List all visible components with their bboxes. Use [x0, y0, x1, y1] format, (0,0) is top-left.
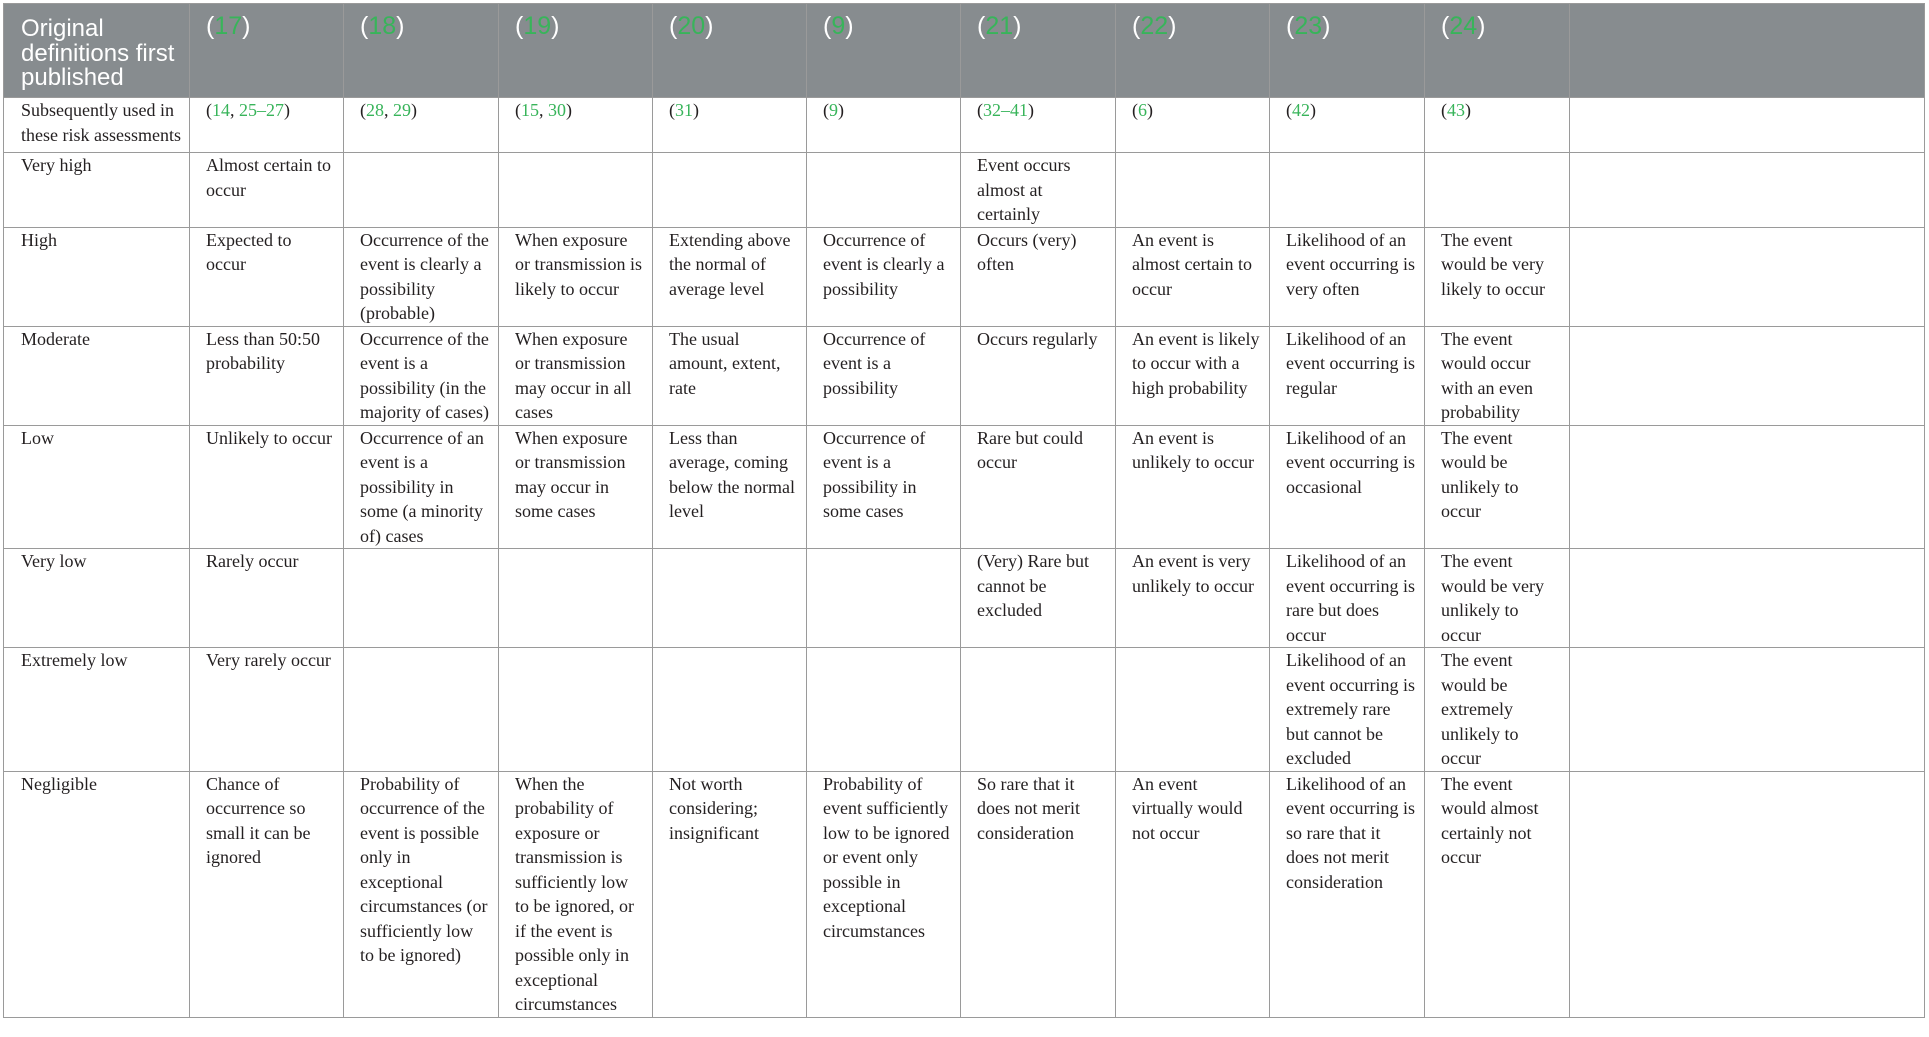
definition-cell: [807, 549, 961, 648]
definition-cell: [653, 153, 807, 228]
definition-cell: [499, 648, 653, 772]
empty-cell: [1570, 648, 1925, 772]
definition-cell: [1116, 227, 1270, 326]
reference-link[interactable]: 42: [1292, 100, 1310, 120]
definition-cell: [653, 227, 807, 326]
subsequent-reference-cell: [807, 98, 961, 153]
definition-cell: [653, 326, 807, 425]
open-paren: (: [206, 12, 215, 40]
definition-cell: [1270, 326, 1425, 425]
definition-text: Occurrence of event is a possibility: [823, 328, 926, 398]
open-paren: (: [1441, 12, 1450, 40]
definition-cell: [807, 227, 961, 326]
definition-cell: [961, 549, 1116, 648]
subsequent-reference-cell: [190, 98, 344, 153]
open-paren: (: [823, 12, 832, 40]
subsequent-reference-cell: [1116, 98, 1270, 153]
reference-link[interactable]: 28: [366, 100, 384, 120]
definition-cell: [344, 771, 499, 1017]
open-paren: (: [515, 12, 524, 40]
definition-cell: [1116, 771, 1270, 1017]
definition-text: Likelihood of an event occurring is very often: [1286, 229, 1415, 299]
empty-cell: [1570, 227, 1925, 326]
definition-cell: [1270, 227, 1425, 326]
row-label-cell: [4, 98, 190, 153]
definition-cell: [1425, 648, 1570, 772]
reference-punctuation: ,: [230, 100, 239, 120]
definition-cell: [961, 648, 1116, 772]
reference-link[interactable]: 43: [1447, 100, 1465, 120]
close-paren: ): [551, 12, 560, 40]
open-paren: (: [1132, 12, 1141, 40]
reference-punctuation: (: [360, 100, 366, 120]
definition-text: (Very) Rare but cannot be excluded: [977, 551, 1089, 620]
reference-punctuation: ): [411, 100, 417, 120]
definition-cell: [1270, 425, 1425, 549]
likelihood-level-label: High: [21, 229, 57, 250]
likelihood-level-label: Negligible: [21, 773, 97, 794]
header-row: [4, 4, 1925, 98]
reference-punctuation: ): [1465, 100, 1471, 120]
definition-text: Rare but could occur: [977, 427, 1083, 472]
definition-text: So rare that it does not merit consideration: [977, 773, 1080, 843]
definition-text: The event would be very unlikely to occur: [1441, 551, 1544, 645]
definition-text: Likelihood of an event occurring is so rare that it does not merit consideration: [1286, 773, 1415, 892]
definition-cell: [807, 771, 961, 1017]
definition-cell: [1425, 771, 1570, 1017]
definition-cell: [344, 549, 499, 648]
definition-cell: [190, 153, 344, 228]
likelihood-level-label: Very low: [21, 551, 87, 571]
definition-cell: [344, 153, 499, 228]
reference-punctuation: (: [1132, 100, 1138, 120]
row-label-cell: [4, 153, 190, 228]
empty-cell: [1570, 549, 1925, 648]
definition-cell: [190, 771, 344, 1017]
likelihood-row: [4, 549, 1925, 648]
definition-cell: [807, 425, 961, 549]
reference-punctuation: (: [1441, 100, 1447, 120]
reference-punctuation: ,: [384, 100, 393, 120]
header-reference-cell: [190, 4, 344, 98]
likelihood-level-label: Extremely low: [21, 650, 128, 670]
definition-text: The event would be very likely to occur: [1441, 229, 1545, 299]
likelihood-row: [4, 648, 1925, 772]
definition-cell: [499, 227, 653, 326]
definition-cell: [807, 153, 961, 228]
definition-cell: [961, 227, 1116, 326]
close-paren: ): [1168, 12, 1177, 40]
likelihood-row: [4, 153, 1925, 228]
definition-cell: [653, 648, 807, 772]
row-label-cell: [4, 326, 190, 425]
definition-cell: [1270, 648, 1425, 772]
reference-link[interactable]: 25–27: [239, 100, 284, 120]
definition-cell: [499, 153, 653, 228]
row-label: Subsequently used in these risk assessments: [21, 100, 181, 145]
reference-link[interactable]: 24: [1449, 12, 1478, 40]
row-label-cell: [4, 648, 190, 772]
reference-link[interactable]: 6: [1138, 100, 1147, 120]
definition-text: The usual amount, extent, rate: [669, 328, 781, 398]
subsequent-reference-cell: [1425, 98, 1570, 153]
definition-text: Not worth considering; insignificant: [669, 773, 759, 843]
reference-punctuation: (: [1286, 100, 1292, 120]
close-paren: ): [1322, 12, 1331, 40]
header-empty-cell: [1570, 4, 1925, 98]
definition-cell: [344, 326, 499, 425]
reference-link[interactable]: 17: [214, 12, 243, 40]
definition-text: Event occurs almost at certainly: [977, 155, 1071, 224]
reference-link[interactable]: 30: [548, 100, 566, 120]
definition-text: The event would almost certainly not occur: [1441, 773, 1539, 867]
likelihood-level-label: Low: [21, 427, 54, 448]
definition-text: Likelihood of an event occurring is extremely rare but cannot be excluded: [1286, 650, 1415, 768]
definition-text: Extending above the normal of average level: [669, 229, 791, 299]
header-reference-cell: [1425, 4, 1570, 98]
subsequent-use-row: [4, 98, 1925, 153]
row-label-cell: [4, 227, 190, 326]
close-paren: ): [845, 12, 854, 40]
definition-text: The event would be extremely unlikely to occur: [1441, 650, 1519, 768]
header-reference-cell: [1116, 4, 1270, 98]
reference-link[interactable]: 29: [393, 100, 411, 120]
close-paren: ): [1013, 12, 1022, 40]
definition-cell: [190, 648, 344, 772]
definition-text: When the probability of exposure or transmission is sufficiently low to be ignored, or if the event is possible only in exceptional circumstances: [515, 773, 634, 1014]
open-paren: (: [1286, 12, 1295, 40]
reference-punctuation: (: [977, 100, 983, 120]
reference-punctuation: ): [838, 100, 844, 120]
reference-link[interactable]: 14: [212, 100, 230, 120]
definition-cell: [1116, 425, 1270, 549]
open-paren: (: [669, 12, 678, 40]
definition-cell: [344, 227, 499, 326]
definition-text: Occurrence of the event is a possibility (in the majority of cases): [360, 328, 489, 422]
definition-text: An event is unlikely to occur: [1132, 427, 1254, 472]
definition-cell: [1270, 771, 1425, 1017]
definition-cell: [961, 326, 1116, 425]
definition-text: Likelihood of an event occurring is occasional: [1286, 427, 1415, 497]
corner-header-label: Original definitions first published: [21, 15, 175, 91]
reference-link[interactable]: 19: [523, 12, 552, 40]
likelihood-level-label: Moderate: [21, 328, 90, 349]
empty-cell: [1570, 98, 1925, 153]
empty-cell: [1570, 771, 1925, 1017]
header-reference-cell: [961, 4, 1116, 98]
reference-punctuation: (: [669, 100, 675, 120]
definition-text: Occurrence of event is clearly a possibility: [823, 229, 945, 299]
empty-cell: [1570, 153, 1925, 228]
reference-link[interactable]: 21: [985, 12, 1014, 40]
empty-cell: [1570, 326, 1925, 425]
corner-header: [4, 4, 190, 98]
definition-text: An event is likely to occur with a high probability: [1132, 328, 1260, 398]
definition-cell: [961, 771, 1116, 1017]
definition-cell: [190, 326, 344, 425]
row-label-cell: [4, 771, 190, 1017]
definition-cell: [499, 326, 653, 425]
reference-punctuation: (: [823, 100, 829, 120]
definition-cell: [653, 771, 807, 1017]
definition-cell: [807, 326, 961, 425]
definition-text: An event virtually would not occur: [1132, 773, 1243, 843]
reference-link[interactable]: 32–41: [983, 100, 1028, 120]
definition-text: Less than average, coming below the normal level: [669, 427, 795, 521]
definition-cell: [1116, 549, 1270, 648]
definition-cell: [1425, 227, 1570, 326]
close-paren: ): [705, 12, 714, 40]
reference-punctuation: ): [1310, 100, 1316, 120]
reference-punctuation: ): [566, 100, 572, 120]
definition-cell: [807, 648, 961, 772]
header-reference-cell: [807, 4, 961, 98]
reference-link[interactable]: 9: [829, 100, 838, 120]
definition-cell: [1425, 425, 1570, 549]
row-label-cell: [4, 425, 190, 549]
subsequent-reference-cell: [499, 98, 653, 153]
definition-text: When exposure or transmission may occur in all cases: [515, 328, 632, 422]
likelihood-row: [4, 227, 1925, 326]
definition-text: Occurs (very) often: [977, 229, 1077, 274]
definition-text: Occurrence of event is a possibility in some cases: [823, 427, 926, 521]
reference-punctuation: ): [1147, 100, 1153, 120]
subsequent-reference-cell: [653, 98, 807, 153]
header-reference-cell: [1270, 4, 1425, 98]
definition-cell: [961, 425, 1116, 549]
reference-link[interactable]: 15: [521, 100, 539, 120]
definition-text: Almost certain to occur: [206, 155, 331, 200]
definition-text: Very rarely occur: [206, 650, 331, 670]
definition-cell: [1116, 153, 1270, 228]
definition-text: Probability of occurrence of the event is possible only in exceptional circumstances (or sufficiently low to be ignored): [360, 773, 488, 965]
definition-cell: [961, 153, 1116, 228]
definition-text: Occurrence of an event is a possibility in some (a minority of) cases: [360, 427, 484, 546]
empty-cell: [1570, 425, 1925, 549]
header-reference-cell: [344, 4, 499, 98]
definition-text: When exposure or transmission is likely to occur: [515, 229, 643, 299]
reference-punctuation: ): [693, 100, 699, 120]
definition-text: Likelihood of an event occurring is regular: [1286, 328, 1415, 398]
definition-text: Chance of occurrence so small it can be ignored: [206, 773, 311, 867]
reference-link[interactable]: 22: [1140, 12, 1169, 40]
definition-cell: [344, 648, 499, 772]
open-paren: (: [360, 12, 369, 40]
definition-text: The event would be unlikely to occur: [1441, 427, 1519, 521]
risk-definitions-table: [3, 3, 1925, 1018]
reference-link[interactable]: 18: [368, 12, 397, 40]
definition-text: Unlikely to occur: [206, 427, 332, 448]
definition-cell: [653, 549, 807, 648]
reference-punctuation: (: [206, 100, 212, 120]
definition-cell: [190, 227, 344, 326]
definition-cell: [1270, 549, 1425, 648]
definition-cell: [499, 425, 653, 549]
definition-cell: [344, 425, 499, 549]
likelihood-row: [4, 425, 1925, 549]
reference-punctuation: ,: [539, 100, 548, 120]
definition-cell: [1116, 648, 1270, 772]
reference-link[interactable]: 20: [677, 12, 706, 40]
definition-cell: [190, 549, 344, 648]
reference-link[interactable]: 9: [831, 12, 846, 40]
definition-cell: [1425, 153, 1570, 228]
close-paren: ): [242, 12, 251, 40]
row-label-cell: [4, 549, 190, 648]
header-reference-cell: [653, 4, 807, 98]
definition-cell: [499, 549, 653, 648]
definition-cell: [1425, 549, 1570, 648]
definition-text: The event would occur with an even probability: [1441, 328, 1533, 422]
definition-text: Less than 50:50 probability: [206, 328, 320, 373]
close-paren: ): [1477, 12, 1486, 40]
subsequent-reference-cell: [961, 98, 1116, 153]
subsequent-reference-cell: [344, 98, 499, 153]
likelihood-row: [4, 771, 1925, 1017]
definition-text: An event is very unlikely to occur: [1132, 551, 1254, 596]
definition-cell: [1116, 326, 1270, 425]
definition-text: Occurs regularly: [977, 328, 1098, 349]
definition-text: Occurrence of the event is clearly a possibility (probable): [360, 229, 489, 323]
reference-punctuation: ): [1028, 100, 1034, 120]
subsequent-reference-cell: [1270, 98, 1425, 153]
definition-text: Likelihood of an event occurring is rare but does occur: [1286, 551, 1415, 645]
definition-text: When exposure or transmission may occur in some cases: [515, 427, 628, 521]
definition-cell: [1425, 326, 1570, 425]
header-reference-cell: [499, 4, 653, 98]
close-paren: ): [396, 12, 405, 40]
open-paren: (: [977, 12, 986, 40]
definition-cell: [1270, 153, 1425, 228]
reference-link[interactable]: 23: [1294, 12, 1323, 40]
likelihood-level-label: Very high: [21, 155, 92, 175]
definition-text: Probability of event sufficiently low to be ignored or event only possible in exceptional circumstances: [823, 773, 950, 941]
likelihood-row: [4, 326, 1925, 425]
definition-cell: [190, 425, 344, 549]
definition-text: Expected to occur: [206, 229, 292, 274]
reference-link[interactable]: 31: [675, 100, 693, 120]
reference-punctuation: ): [284, 100, 290, 120]
definition-text: Rarely occur: [206, 551, 299, 571]
definition-cell: [653, 425, 807, 549]
reference-punctuation: (: [515, 100, 521, 120]
definition-cell: [499, 771, 653, 1017]
definition-text: An event is almost certain to occur: [1132, 229, 1252, 299]
